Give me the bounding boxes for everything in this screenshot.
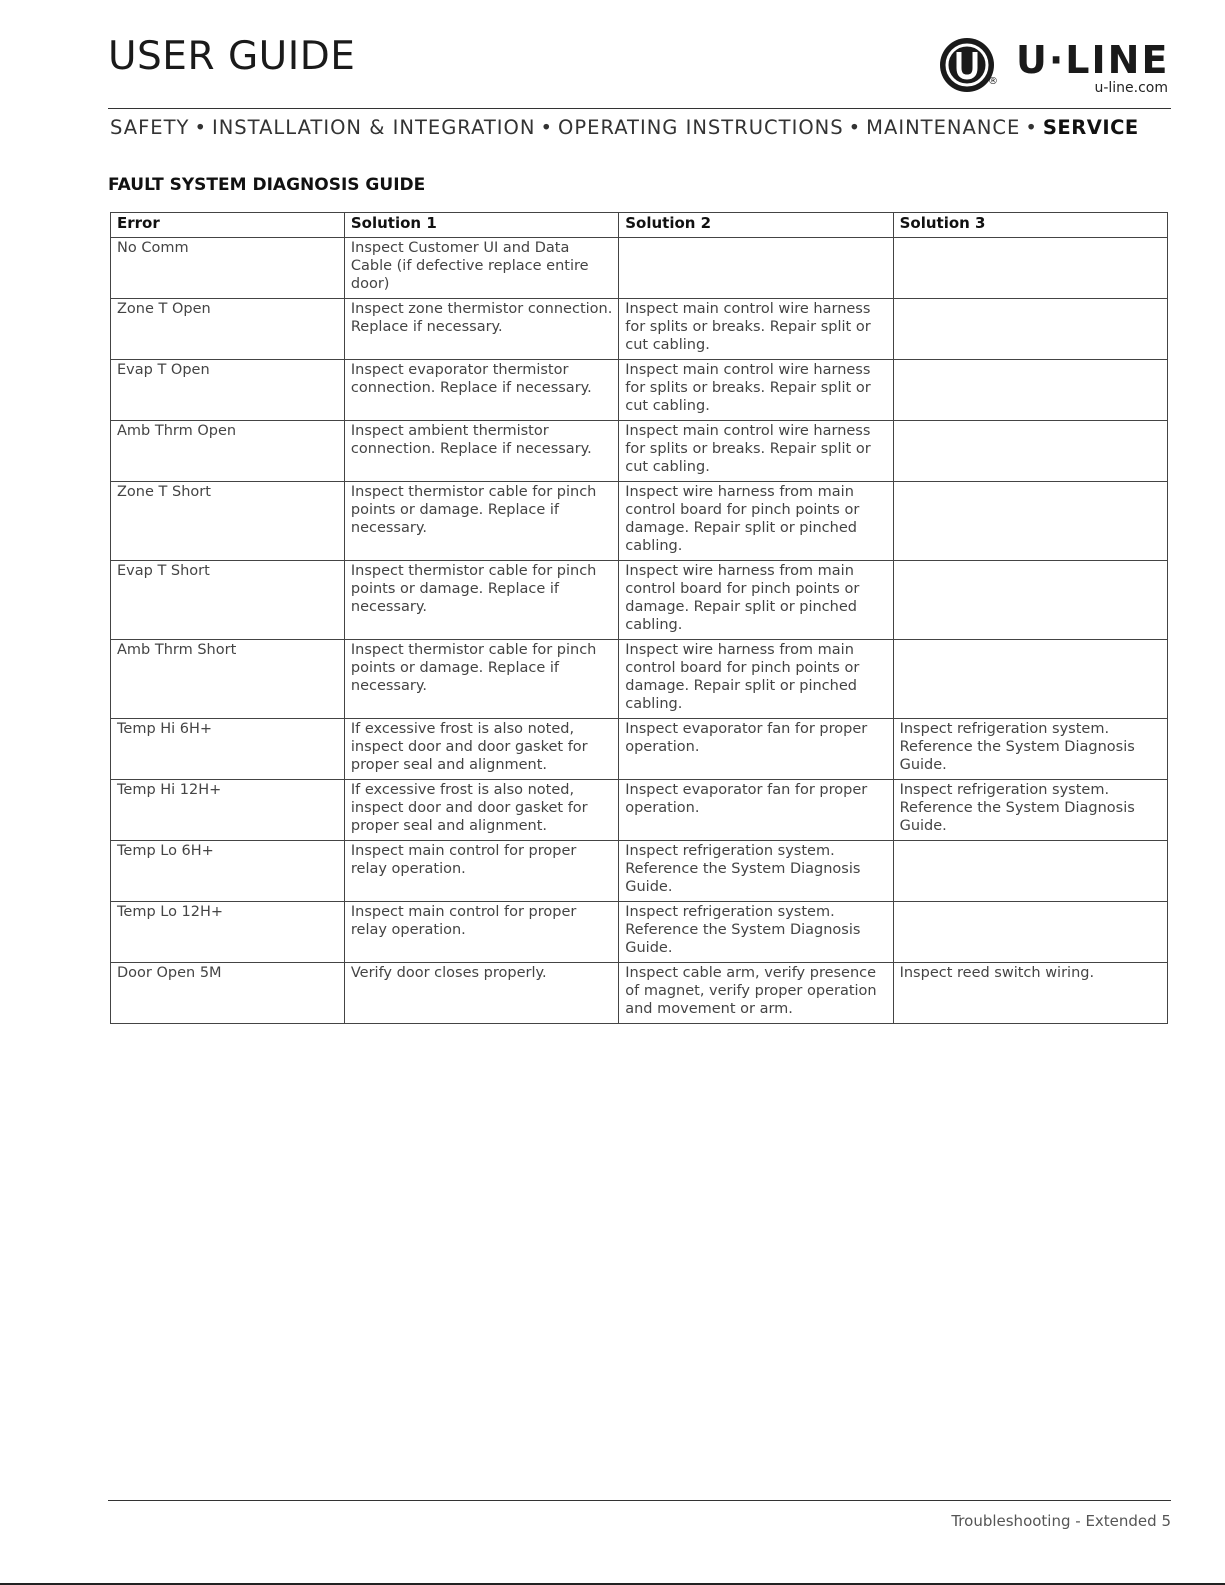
website-url: u-line.com bbox=[1094, 80, 1168, 96]
error-cell: Temp Hi 6H+ bbox=[111, 719, 345, 780]
brand-wordmark: U·LINE bbox=[1016, 38, 1170, 82]
solution-1-cell: Inspect Customer UI and Data Cable (if defective replace entire door) bbox=[344, 238, 618, 299]
nav-item-maintenance: MAINTENANCE bbox=[866, 116, 1021, 139]
column-header-solution-3: Solution 3 bbox=[893, 213, 1167, 238]
solution-1-cell: Inspect evaporator thermistor connection. Replace if necessary. bbox=[344, 360, 618, 421]
nav-item-operating: OPERATING INSTRUCTIONS bbox=[558, 116, 844, 139]
page-footer: Troubleshooting - Extended 5 bbox=[951, 1512, 1171, 1530]
nav-item-installation: INSTALLATION & INTEGRATION bbox=[211, 116, 536, 139]
solution-2-cell: Inspect wire harness from main control board for pinch points or damage. Repair split or pinched cabling. bbox=[619, 482, 893, 561]
error-cell: Evap T Short bbox=[111, 561, 345, 640]
brand-logo bbox=[938, 36, 1170, 100]
table-row bbox=[111, 780, 1168, 841]
solution-3-cell: Inspect refrigeration system. Reference the System Diagnosis Guide. bbox=[893, 780, 1167, 841]
nav-separator: • bbox=[540, 116, 554, 139]
solution-2-cell bbox=[619, 238, 893, 299]
table-row bbox=[111, 482, 1168, 561]
solution-3-cell bbox=[893, 482, 1167, 561]
table-row bbox=[111, 963, 1168, 1024]
error-cell: Door Open 5M bbox=[111, 963, 345, 1024]
solution-3-cell bbox=[893, 841, 1167, 902]
solution-2-cell: Inspect refrigeration system. Reference the System Diagnosis Guide. bbox=[619, 902, 893, 963]
table-row bbox=[111, 421, 1168, 482]
fault-diagnosis-table bbox=[110, 212, 1168, 1024]
solution-1-cell: Verify door closes properly. bbox=[344, 963, 618, 1024]
nav-separator: • bbox=[1025, 116, 1038, 139]
error-cell: Amb Thrm Short bbox=[111, 640, 345, 719]
solution-2-cell: Inspect main control wire harness for splits or breaks. Repair split or cut cabling. bbox=[619, 421, 893, 482]
solution-2-cell: Inspect cable arm, verify presence of magnet, verify proper operation and movement or arm. bbox=[619, 963, 893, 1024]
solution-2-cell: Inspect main control wire harness for splits or breaks. Repair split or cut cabling. bbox=[619, 360, 893, 421]
solution-1-cell: Inspect main control for proper relay operation. bbox=[344, 902, 618, 963]
nav-item-safety: SAFETY bbox=[110, 116, 190, 139]
solution-3-cell bbox=[893, 238, 1167, 299]
footer-divider bbox=[108, 1500, 1171, 1501]
section-title: FAULT SYSTEM DIAGNOSIS GUIDE bbox=[108, 175, 426, 195]
table-row bbox=[111, 841, 1168, 902]
solution-3-cell bbox=[893, 902, 1167, 963]
solution-3-cell bbox=[893, 360, 1167, 421]
table-row bbox=[111, 640, 1168, 719]
solution-1-cell: Inspect thermistor cable for pinch points or damage. Replace if necessary. bbox=[344, 640, 618, 719]
solution-1-cell: Inspect zone thermistor connection. Replace if necessary. bbox=[344, 299, 618, 360]
table-row bbox=[111, 360, 1168, 421]
error-cell: Temp Hi 12H+ bbox=[111, 780, 345, 841]
error-cell: Temp Lo 6H+ bbox=[111, 841, 345, 902]
column-header-solution-2: Solution 2 bbox=[619, 213, 893, 238]
table-header-row bbox=[111, 213, 1168, 238]
solution-3-cell bbox=[893, 640, 1167, 719]
table-row bbox=[111, 238, 1168, 299]
solution-2-cell: Inspect refrigeration system. Reference the System Diagnosis Guide. bbox=[619, 841, 893, 902]
error-cell: Amb Thrm Open bbox=[111, 421, 345, 482]
solution-3-cell bbox=[893, 421, 1167, 482]
table-row bbox=[111, 299, 1168, 360]
nav-item-service: SERVICE bbox=[1042, 116, 1139, 139]
nav-separator: • bbox=[194, 116, 207, 139]
column-header-solution-1: Solution 1 bbox=[344, 213, 618, 238]
registered-mark: ® bbox=[988, 76, 998, 87]
solution-3-cell bbox=[893, 561, 1167, 640]
solution-2-cell: Inspect evaporator fan for proper operation. bbox=[619, 780, 893, 841]
nav-separator: • bbox=[848, 116, 862, 139]
header-divider bbox=[108, 108, 1171, 109]
solution-1-cell: Inspect ambient thermistor connection. Replace if necessary. bbox=[344, 421, 618, 482]
table-row bbox=[111, 719, 1168, 780]
column-header-error: Error bbox=[111, 213, 345, 238]
solution-1-cell: Inspect thermistor cable for pinch points or damage. Replace if necessary. bbox=[344, 482, 618, 561]
error-cell: Zone T Open bbox=[111, 299, 345, 360]
error-cell: Evap T Open bbox=[111, 360, 345, 421]
solution-1-cell: Inspect thermistor cable for pinch points or damage. Replace if necessary. bbox=[344, 561, 618, 640]
solution-1-cell: If excessive frost is also noted, inspect door and door gasket for proper seal and alignment. bbox=[344, 719, 618, 780]
solution-2-cell: Inspect evaporator fan for proper operation. bbox=[619, 719, 893, 780]
solution-3-cell: Inspect refrigeration system. Reference the System Diagnosis Guide. bbox=[893, 719, 1167, 780]
table-body bbox=[111, 238, 1168, 1024]
solution-3-cell: Inspect reed switch wiring. bbox=[893, 963, 1167, 1024]
solution-3-cell bbox=[893, 299, 1167, 360]
solution-2-cell: Inspect wire harness from main control board for pinch points or damage. Repair split or pinched cabling. bbox=[619, 640, 893, 719]
table-row bbox=[111, 561, 1168, 640]
section-nav bbox=[110, 116, 1170, 139]
page-title: USER GUIDE bbox=[108, 34, 356, 79]
solution-1-cell: If excessive frost is also noted, inspect door and door gasket for proper seal and alignment. bbox=[344, 780, 618, 841]
error-cell: Temp Lo 12H+ bbox=[111, 902, 345, 963]
error-cell: Zone T Short bbox=[111, 482, 345, 561]
solution-2-cell: Inspect wire harness from main control board for pinch points or damage. Repair split or pinched cabling. bbox=[619, 561, 893, 640]
solution-2-cell: Inspect main control wire harness for splits or breaks. Repair split or cut cabling. bbox=[619, 299, 893, 360]
solution-1-cell: Inspect main control for proper relay operation. bbox=[344, 841, 618, 902]
table-row bbox=[111, 902, 1168, 963]
error-cell: No Comm bbox=[111, 238, 345, 299]
